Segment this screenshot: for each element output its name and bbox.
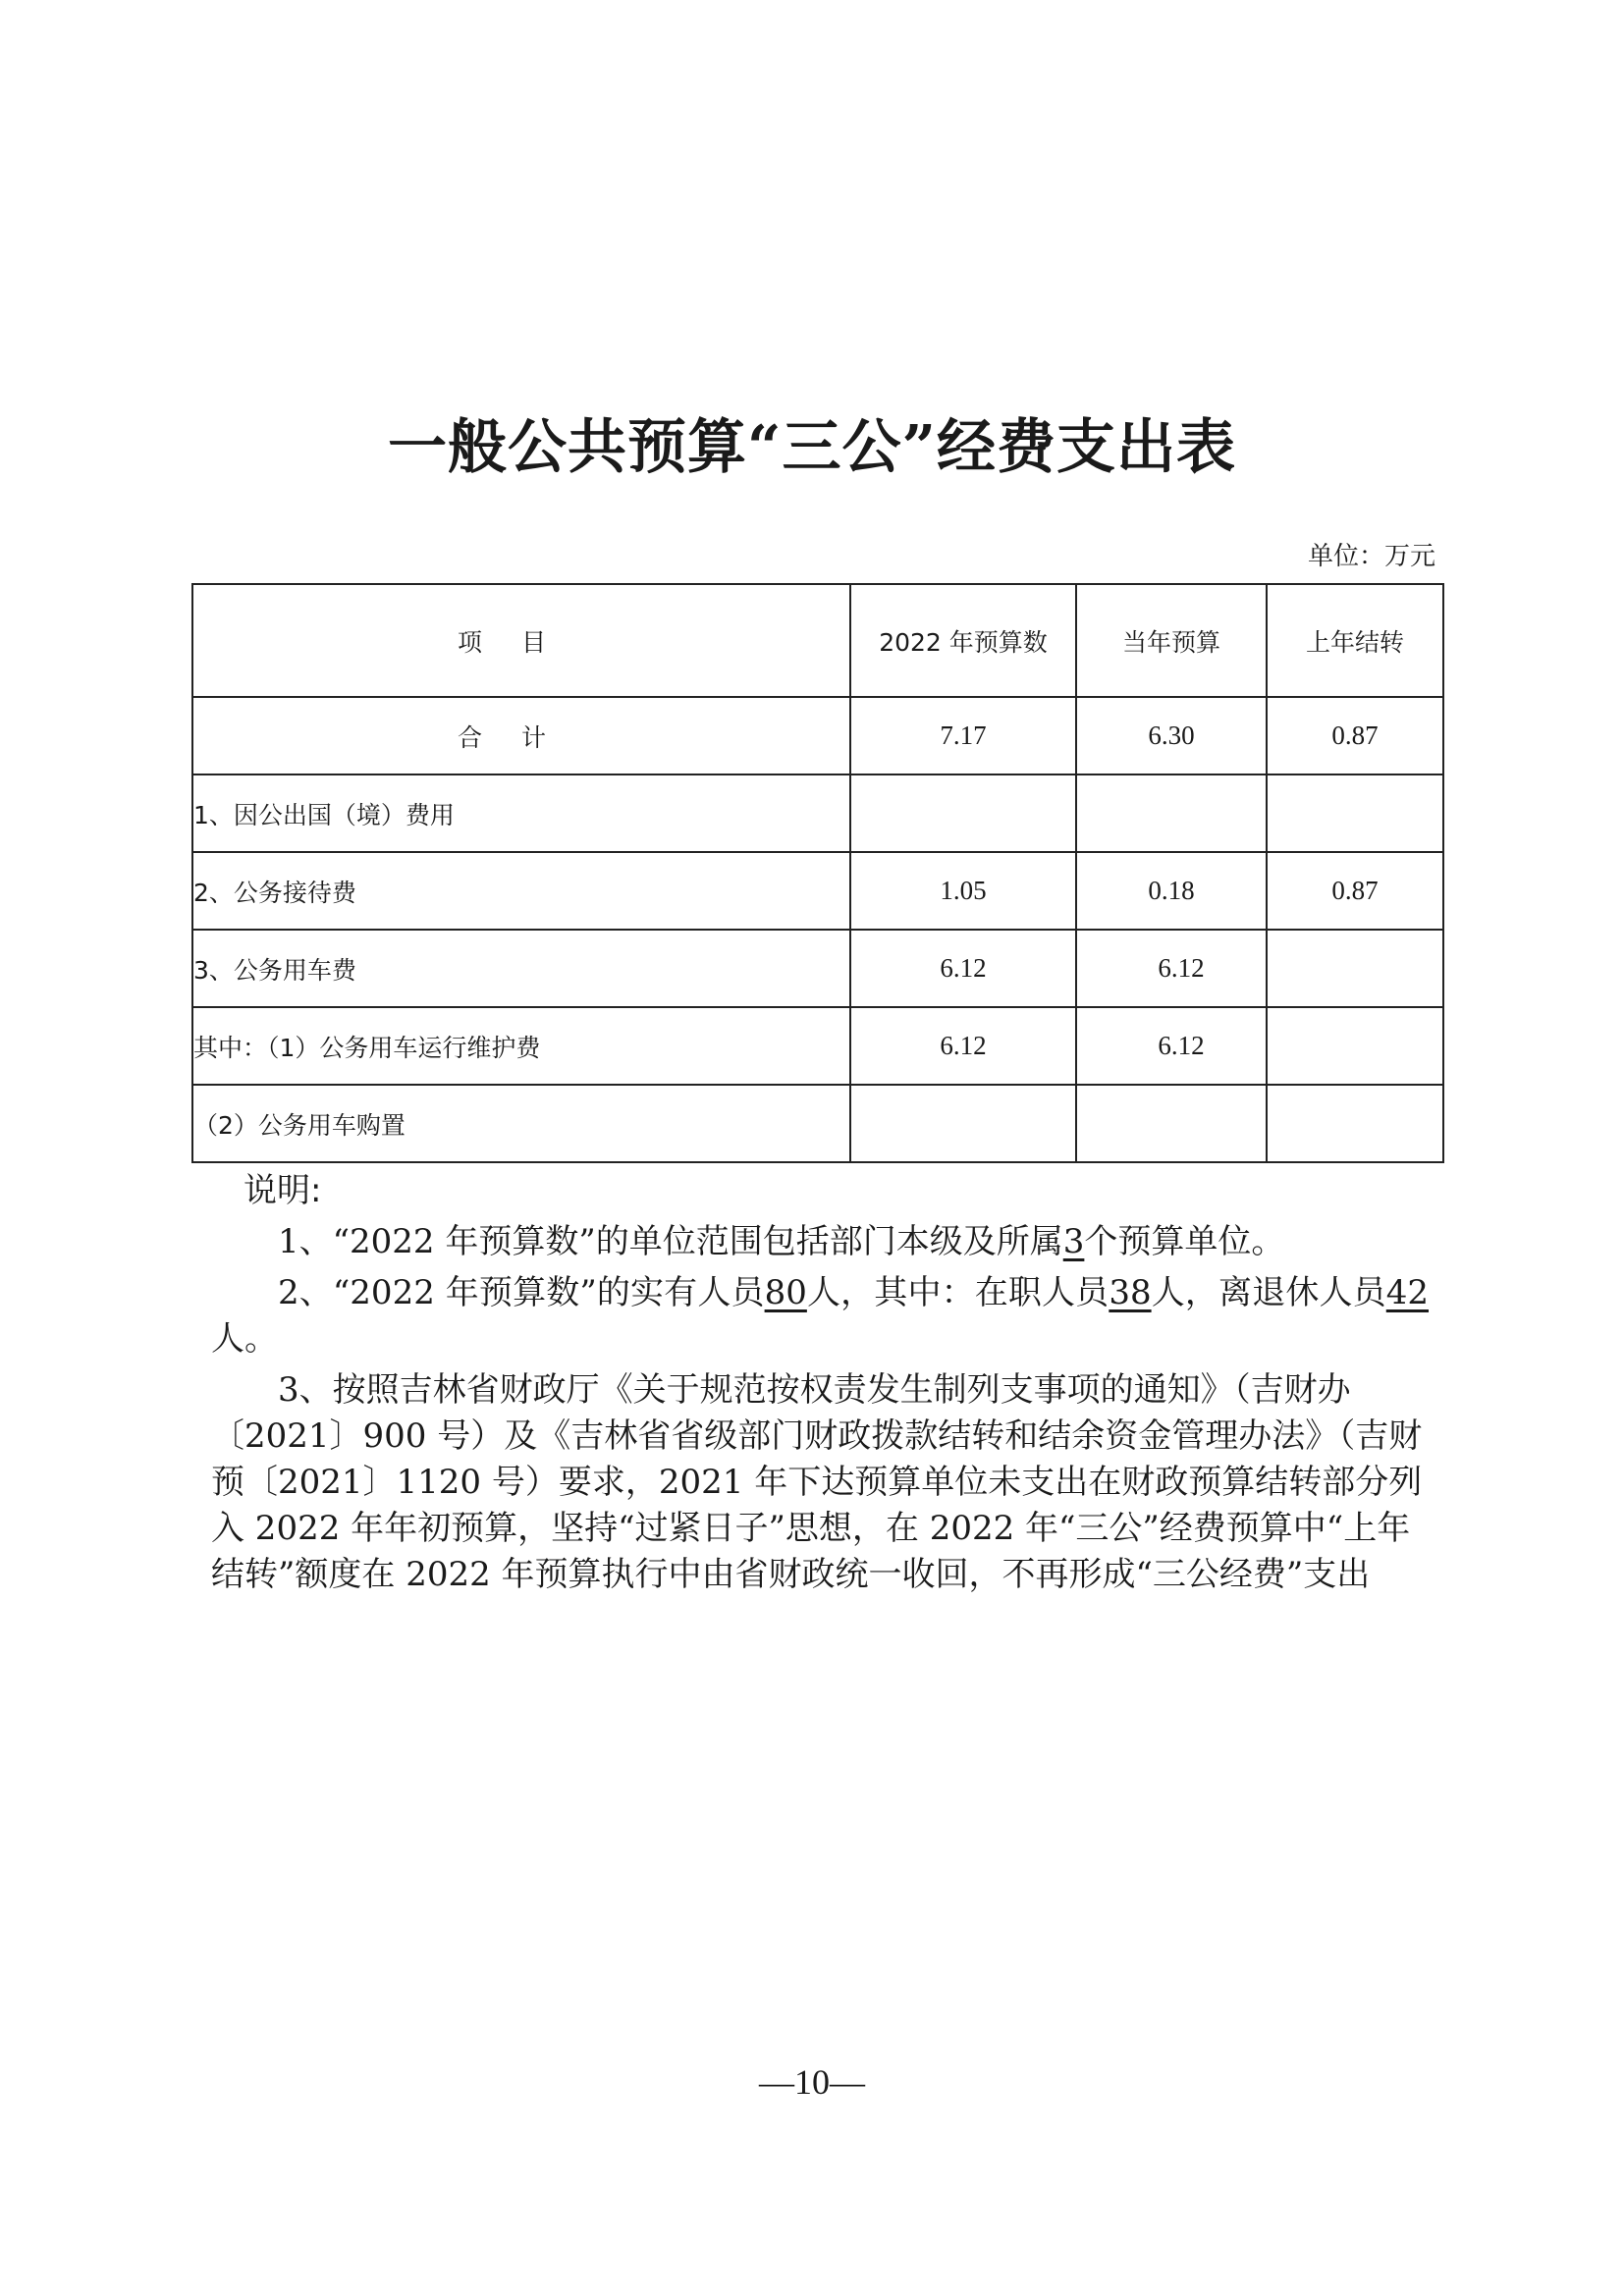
three-public-expenses-table [191, 583, 1444, 1163]
row-carryover [1267, 1085, 1443, 1162]
table-header-row [192, 584, 1443, 697]
row-carryover [1267, 1007, 1443, 1085]
table-row [192, 930, 1443, 1007]
row-current-year: 0.18 [1076, 852, 1267, 930]
total-carryover: 0.87 [1267, 697, 1443, 774]
table-row [192, 1085, 1443, 1162]
row-label: 1、因公出国（境）费用 [192, 774, 850, 852]
row-label: （2）公务用车购置 [192, 1085, 850, 1162]
row-carryover [1267, 930, 1443, 1007]
page-title: 一般公共预算“三公”经费支出表 [387, 413, 1237, 482]
page-number: —10— [759, 2062, 865, 2102]
row-budget-2022 [850, 1085, 1076, 1162]
row-current-year: 6.12 [1076, 1007, 1267, 1085]
total-current-year: 6.30 [1076, 697, 1267, 774]
row-budget-2022 [850, 774, 1076, 852]
total-budget-2022: 7.17 [850, 697, 1076, 774]
table-row [192, 1007, 1443, 1085]
row-label: 2、公务接待费 [192, 852, 850, 930]
note-1: 1、“2022 年预算数”的单位范围包括部门本级及所属3个预算单位。 [278, 1222, 1285, 1261]
row-current-year [1076, 1085, 1267, 1162]
total-label: 合计 [192, 697, 850, 774]
row-label: 3、公务用车费 [192, 930, 850, 1007]
staff-total: 80 [764, 1273, 807, 1312]
note-3: 3、按照吉林省财政厅《关于规范按权责发生制列支事项的通知》（吉财办〔2021〕900 号）及《吉林省省级部门财政拨款结转和结余资金管理办法》（吉财预〔2021〕1120 号）要求，2021 年下达预算单位未支出在财政预算结转部分列入 2022 年年初预算，坚持“过紧日子”思想，在 2022 年“三公”经费预算中“上年结转”额度在 2022 年预算执行中由省财政统一收回，不再形成“三公经费”支出 [211, 1370, 1423, 1594]
row-carryover [1267, 774, 1443, 852]
header-item: 项目 [192, 584, 850, 697]
row-carryover: 0.87 [1267, 852, 1443, 930]
staff-retired: 42 [1385, 1273, 1430, 1312]
table-row-total [192, 697, 1443, 774]
row-current-year: 6.12 [1076, 930, 1267, 1007]
unit-count: 3 [1062, 1222, 1085, 1261]
row-budget-2022: 1.05 [850, 852, 1076, 930]
staff-active: 38 [1109, 1273, 1152, 1312]
row-current-year [1076, 774, 1267, 852]
table-row [192, 852, 1443, 930]
unit-label: 单位：万元 [1307, 542, 1435, 571]
notes-heading: 说明: [244, 1171, 322, 1210]
table-row [192, 774, 1443, 852]
row-label: 其中：（1）公务用车运行维护费 [192, 1007, 850, 1085]
row-budget-2022: 6.12 [850, 1007, 1076, 1085]
notes-section [211, 1168, 1429, 1603]
note-2: 2、“2022 年预算数”的实有人员80人，其中：在职人员38人，离退休人员42人。 [211, 1273, 1430, 1359]
header-carryover: 上年结转 [1267, 584, 1443, 697]
row-budget-2022: 6.12 [850, 930, 1076, 1007]
header-current-year: 当年预算 [1076, 584, 1267, 697]
header-budget-2022: 2022 年预算数 [850, 584, 1076, 697]
